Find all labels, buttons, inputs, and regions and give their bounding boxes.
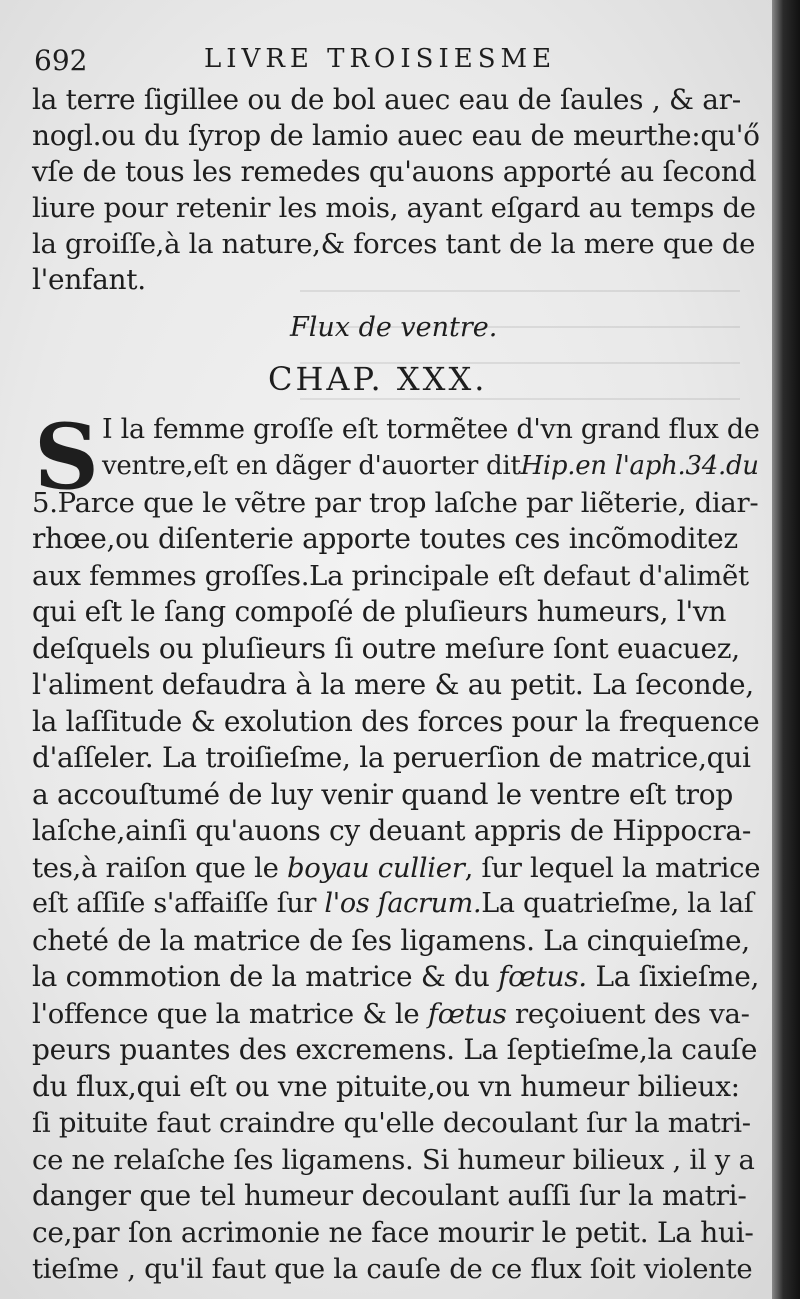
text-line: qui eſt le ſang compoſé de pluſieurs humeurs, l'vn [32, 595, 727, 628]
text-span: , ſur lequel la matrice [464, 852, 761, 884]
text-line: la terre ſigillee ou de bol auec eau de ſaules , & ar- [32, 83, 741, 116]
section-title: Flux de ventre. [290, 312, 498, 343]
text-line: laſche,ainſi qu'auons cy deuant appris de Hippocra- [32, 814, 751, 847]
text-line: l'aliment defaudra à la mere & au petit. La ſeconde, [32, 668, 754, 701]
text-line: deſquels ou pluſieurs ſi outre meſure ſont euacuez, [32, 632, 740, 665]
page-number: 692 [34, 44, 88, 77]
text-span: ventre,eſt en dãger d'auorter dit [102, 451, 521, 481]
running-head: LIVRE TROISIESME [204, 44, 557, 74]
text-line: ce ne relaſche ſes ligamens. Si humeur bilieux , il y a [32, 1144, 755, 1176]
book-gutter [772, 0, 800, 1299]
text-line [32, 959, 759, 995]
text-line [32, 886, 754, 922]
text-line: rhœe,ou diſenterie apporte toutes ces incõmoditez [32, 522, 738, 555]
text-line [32, 996, 750, 1032]
text-line: nogl.ou du ſyrop de lamio auec eau de meurthe:qu'ő [32, 119, 760, 152]
text-span: La ſixieſme, [586, 960, 760, 993]
page-header [34, 44, 734, 84]
text-line [32, 850, 760, 886]
text-line: aux femmes groſſes.La principale eſt defaut d'alimẽt [32, 560, 749, 592]
text-span: La quatrieſme, la laſ [481, 888, 754, 919]
citation-italic: Hip.en l'aph.34.du [520, 451, 759, 481]
text-line: ce,par ſon acrimonie ne face mourir le petit. La hui- [32, 1216, 754, 1249]
text-line: cheté de la matrice de ſes ligamens. La cinquieſme, [32, 924, 750, 957]
text-line: du flux,qui eſt ou vne pituite,ou vn humeur bilieux: [32, 1070, 740, 1103]
term-italic: l'os ſacrum. [324, 888, 482, 919]
drop-cap: S [34, 404, 99, 510]
text-line: d'aſſeler. La troiſieſme, la peruerſion de matrice,qui [32, 741, 751, 774]
text-line: vſe de tous les remedes qu'auons apporté au ſecond [32, 155, 757, 188]
text-line: la groiſſe,à la nature,& forces tant de la mere que de [32, 228, 756, 260]
text-line: tieſme , qu'il faut que la cauſe de ce flux ſoit violente [32, 1253, 753, 1285]
text-line: a accouſtumé de luy venir quand le ventre eſt trop [32, 778, 733, 811]
text-line: 5.Parce que le vẽtre par trop laſche par liẽterie, diar- [32, 487, 759, 519]
text-line [102, 448, 759, 484]
text-line: l'enfant. [32, 263, 146, 296]
text-line: liure pour retenir les mois, ayant eſgard au temps de [32, 192, 756, 224]
text-line: ſi pituite faut craindre qu'elle decoulant ſur la matri- [32, 1107, 751, 1139]
term-italic: fœtus [427, 998, 507, 1030]
text-span: la commotion de la matrice & du [32, 960, 499, 993]
text-line: peurs puantes des excremens. La ſeptieſme,la cauſe [32, 1033, 758, 1066]
text-span: l'offence que la matrice & le [32, 998, 428, 1030]
text-line: danger que tel humeur decoulant auſſi ſur la matri- [32, 1179, 747, 1212]
chapter-heading: CHAP. XXX. [268, 360, 488, 398]
text-span: eſt aſſiſe s'affaiſſe ſur [32, 888, 325, 919]
term-italic: fœtus. [498, 960, 587, 993]
term-italic: boyau cullier [286, 852, 465, 884]
text-line: la laſſitude & exolution des forces pour la frequence [32, 705, 760, 738]
text-span: reçoiuent des va- [506, 998, 750, 1030]
text-span: tes,à raiſon que le [32, 852, 287, 884]
text-line: I la femme groſſe eſt tormẽtee d'vn grand flux de [102, 414, 760, 445]
